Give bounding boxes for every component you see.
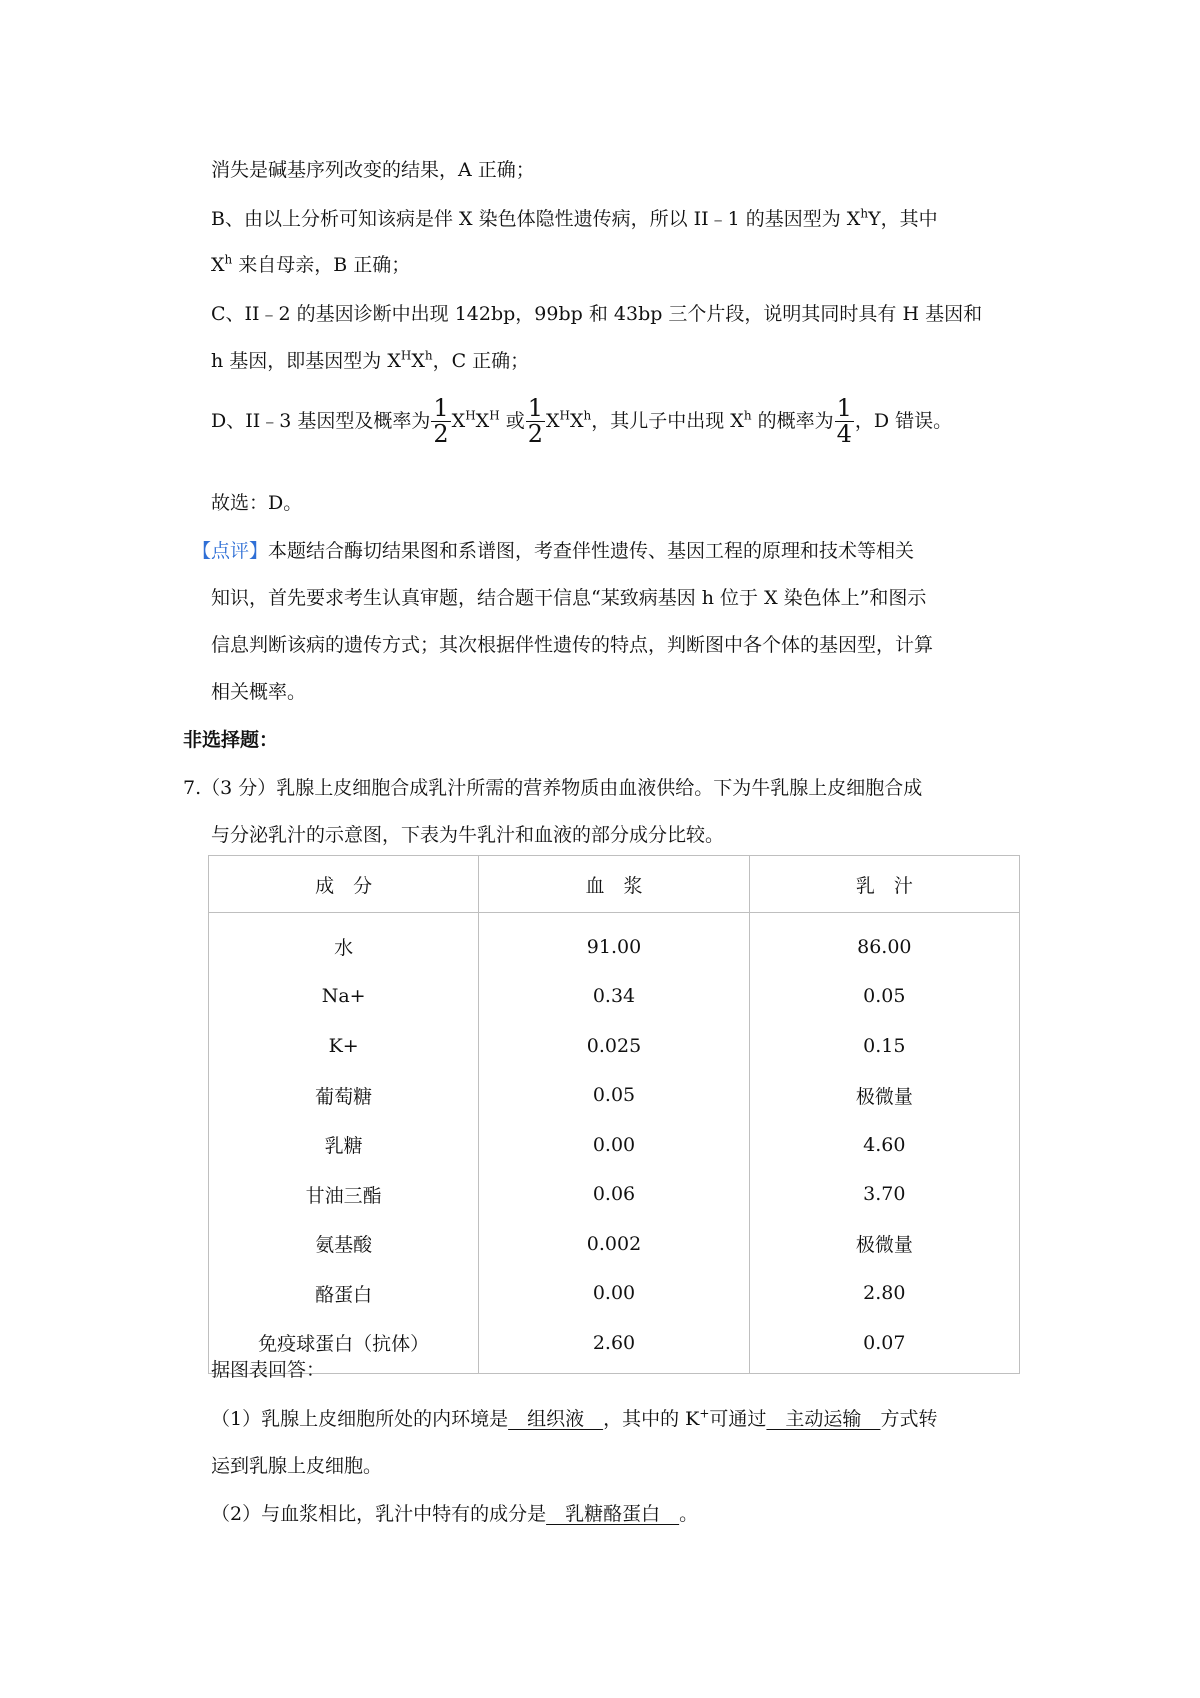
section-heading: 非选择题： xyxy=(183,729,279,751)
answer-blank: 组织液 xyxy=(508,1408,604,1430)
comment-line3: 信息判断该病的遗传方式；其次根据伴性遗传的特点，判断图中各个体的基因型，计算 xyxy=(211,634,934,656)
table-header: 成 分 xyxy=(209,856,479,913)
table-cell: 91.00 xyxy=(479,913,749,972)
table-cell: 氨基酸 xyxy=(209,1219,479,1269)
table-cell: 2.60 xyxy=(479,1318,749,1373)
table-cell: 0.34 xyxy=(479,972,749,1022)
answer-intro: 据图表回答： xyxy=(211,1359,326,1381)
table-cell: 乳糖 xyxy=(209,1120,479,1170)
paragraph-d: D、II﹣3 基因型及概率为 $\frac{1}{2}$ $X^HX^H$ 或 $\frac{1}{2}$ $X^HX^h$，其儿子中出现 $X^h$ 的概率为 $\frac{1}{4}$ ，D 错误。 xyxy=(211,394,953,449)
fraction-one-quarter: $\frac{1}{4}$ xyxy=(836,394,852,449)
answer-1-line1: （1）乳腺上皮细胞所处的内环境是 组织液 ，其中的 K+可通过 主动运输 方式转 xyxy=(211,1406,938,1430)
table-row xyxy=(209,913,1020,972)
answer-1-line2: 运到乳腺上皮细胞。 xyxy=(211,1455,383,1477)
question-7-line1: 7.（3 分）乳腺上皮细胞合成乳汁所需的营养物质由血液供给。下为牛乳腺上皮细胞合成 xyxy=(183,777,923,799)
table-row xyxy=(209,1318,1020,1373)
table-row xyxy=(209,1120,1020,1170)
table-cell: 0.002 xyxy=(479,1219,749,1269)
paragraph-c-line1: C、II﹣2 的基因诊断中出现 142bp，99bp 和 43bp 三个片段，说明其同时具有 H 基因和 xyxy=(211,303,983,325)
table-cell: 水 xyxy=(209,913,479,972)
table-cell: 0.00 xyxy=(479,1269,749,1319)
table-row xyxy=(209,1269,1020,1319)
answer-choice: 故选：D。 xyxy=(211,492,303,514)
question-7-line2: 与分泌乳汁的示意图，下表为牛乳汁和血液的部分成分比较。 xyxy=(211,824,725,846)
paragraph-b-line2: $X^h$ 来自母亲，B 正确； xyxy=(211,252,411,276)
table-cell: 86.00 xyxy=(749,913,1019,972)
answer-blank: 乳糖酪蛋白 xyxy=(546,1503,680,1525)
paragraph-b-line1: B、由以上分析可知该病是伴 X 染色体隐性遗传病，所以 II﹣1 的基因型为 $X^hY$，其中 xyxy=(211,206,938,230)
table-cell: 0.025 xyxy=(479,1021,749,1071)
table-cell: 0.06 xyxy=(479,1170,749,1220)
comment-line2: 知识，首先要求考生认真审题，结合题干信息“某致病基因 h 位于 X 染色体上”和图示 xyxy=(211,587,927,609)
table-cell: 免疫球蛋白（抗体） xyxy=(209,1318,479,1373)
paragraph-a-end: 消失是碱基序列改变的结果，A 正确； xyxy=(211,159,535,181)
table-header-row xyxy=(209,856,1020,913)
table-cell: 葡萄糖 xyxy=(209,1071,479,1121)
table-cell: 0.00 xyxy=(479,1120,749,1170)
table-cell: K+ xyxy=(209,1021,479,1071)
table-cell: 0.05 xyxy=(479,1071,749,1121)
comment-line4: 相关概率。 xyxy=(211,681,307,703)
table-row xyxy=(209,1071,1020,1121)
answer-blank: 主动运输 xyxy=(766,1408,881,1430)
table-cell: 4.60 xyxy=(749,1120,1019,1170)
table-cell: Na+ xyxy=(209,972,479,1022)
table-cell: 0.07 xyxy=(749,1318,1019,1373)
table-cell: 极微量 xyxy=(749,1219,1019,1269)
table-cell: 甘油三酯 xyxy=(209,1170,479,1220)
table-cell: 极微量 xyxy=(749,1071,1019,1121)
fraction-one-half: $\frac{1}{2}$ xyxy=(527,394,543,449)
table-cell: 酪蛋白 xyxy=(209,1269,479,1319)
answer-2: （2）与血浆相比，乳汁中特有的成分是 乳糖酪蛋白 。 xyxy=(211,1503,699,1525)
table-cell: 2.80 xyxy=(749,1269,1019,1319)
paragraph-c-line2: h 基因，即基因型为 $X^HX^h$，C 正确； xyxy=(211,348,530,372)
comment-tag: 【点评】 xyxy=(192,540,269,562)
table-header: 乳 汁 xyxy=(749,856,1019,913)
composition-table xyxy=(208,855,1020,1374)
table-row xyxy=(209,972,1020,1022)
fraction-one-half: $\frac{1}{2}$ xyxy=(433,394,449,449)
table-header: 血 浆 xyxy=(479,856,749,913)
table-row xyxy=(209,1021,1020,1071)
table-row xyxy=(209,1219,1020,1269)
table-cell: 0.15 xyxy=(749,1021,1019,1071)
table-row xyxy=(209,1170,1020,1220)
comment-line1: 【点评】本题结合酶切结果图和系谱图，考查伴性遗传、基因工程的原理和技术等相关 xyxy=(192,540,915,562)
table-cell: 3.70 xyxy=(749,1170,1019,1220)
table-cell: 0.05 xyxy=(749,972,1019,1022)
